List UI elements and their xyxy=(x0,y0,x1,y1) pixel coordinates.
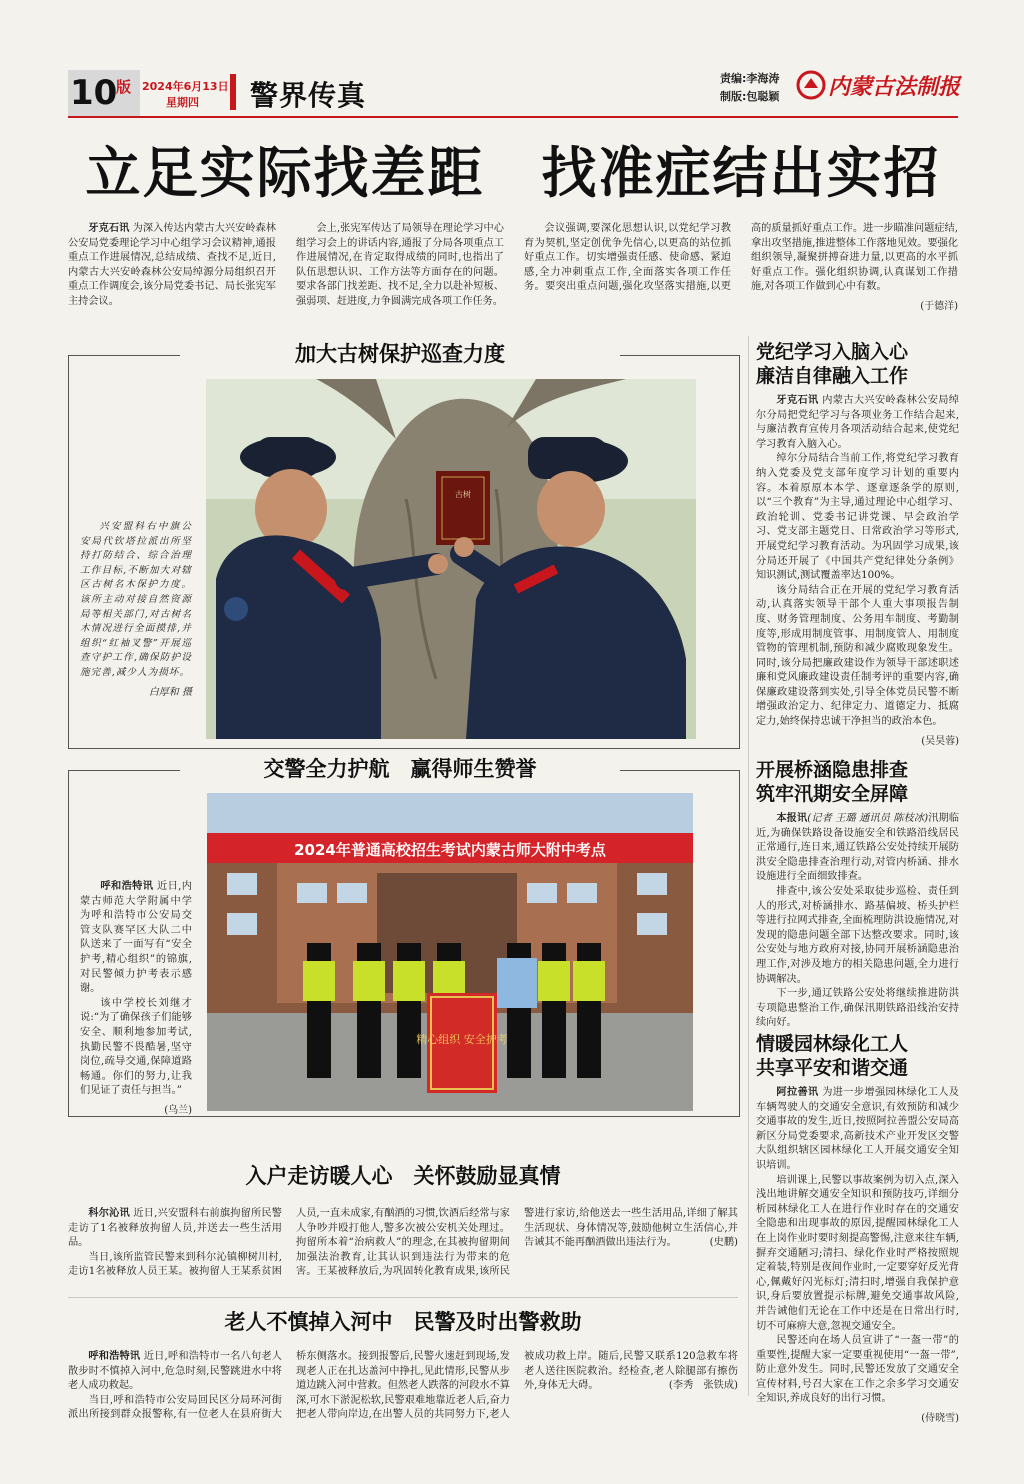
main-headline: 立足实际找差距 找准症结出实招 xyxy=(85,140,941,205)
party-story-title-1: 党纪学习入脑入心 xyxy=(756,341,909,363)
bridge-story-title-1: 开展桥涵隐患排查 xyxy=(756,759,909,781)
designer-credit: 制版:包聪颖 xyxy=(720,90,780,103)
issue-date: 2024年6月13日 xyxy=(142,80,229,93)
tree-caption: 兴安盟科右中旗公安局代钦塔拉派出所坚持打防结合、综合治理工作目标,不断加大对辖区古树名木保护力度。该所主动对接自然资源局等相关部门,对古树名木情况进行全面摸排,并组织“红袖叉警”开展巡查守护工作,确保防护设施完善,减少人为损坏。 白厚和 摄 xyxy=(80,521,192,698)
exam-banner-text: 2024年普通高校招生考试内蒙古师大附中考点 xyxy=(294,841,606,859)
traffic-story-text: 呼和浩特讯 近日,内蒙古师范大学附属中学为呼和浩特市公安局交管支队赛罕区大队二中队送来了一面写有“安全护考,精心组织”的锦旗,对民警倾力护考表示感谢。 该中学校长刘继才说:“为了确保孩子们能够安全、顺利地参加考试,执勤民警不畏酷暑,坚守岗位,疏导交通,保障道路畅通。你们的努力,让我们见证了责任与担当。” (乌兰) xyxy=(80,881,192,1116)
tree-story-title: 加大古树保护巡查力度 xyxy=(180,340,620,368)
garden-story-title-1: 情暖园林绿化工人 xyxy=(756,1033,909,1055)
page-ban: 版 xyxy=(116,78,132,96)
section-title: 警界传真 xyxy=(250,79,367,112)
tree-photo-credit: 白厚和 摄 xyxy=(148,686,192,698)
bridge-story-title-2: 筑牢汛期安全屏障 xyxy=(756,783,909,805)
party-credit: (吴昊蓉) xyxy=(921,735,959,747)
issue-weekday: 星期四 xyxy=(166,96,199,109)
rescue-story-text: 呼和浩特讯 近日,呼和浩特市一名八旬老人散步时不慎掉入河中,危急时刻,民警跳进水中将老人成功救起。 当日,呼和浩特市公安局回民区分局环河街派出所接到群众报警称,有一位老人在县府街大桥东侧落水。接到报警后,民警火速赶到现场,发现老人正在扎达盖河中挣扎,见此情形,民警从步道边跳入河中营救。但然老人跌落的河段水不算深,可水下淤泥松软,民警艰难地靠近老人后,奋力把老人带向岸边,在出警人员的共同努力下,老人被成功救上岸。随后,民警又联系120急救车将老人送往医院救治。经检查,老人除腿部有擦伤外,身体无大碍。 (李秀 张铁成) xyxy=(68,1351,738,1421)
main-story-col3: 会议强调,要深化思想认识,以党纪学习教育为契机,坚定创优争先信心,以更高的站位抓好重点工作。切实增强责任感、使命感、紧迫感,全力冲刺重点工作,全面落实各项工作任务。要突出重点问题,强化攻坚落实措施,以更高的质量抓好重点工作。进一步瞄准问题症结,拿出攻坚措施,推进整体工作落地见效。要强化组织领导,凝聚拼搏奋进力量,以更高的水平抓好重点工作。强化组织协调,认真谋划工作措施,对各项工作做到心中有数。 (于德洋) xyxy=(524,223,958,312)
rescue-story-title: 老人不慎掉入河中 民警及时出警救助 xyxy=(224,1309,582,1334)
party-story-title-2: 廉洁自律融入工作 xyxy=(756,365,909,387)
main-story-col2: 会上,张宪军传达了局领导在理论学习中心组学习会上的讲话内容,通报了分局各项重点工作进展情况,在肯定取得成绩的同时,也指出了队伍思想认识、工作方法等方面存在的问题。要求各部门找差距、找不足,全力以赴补短板、强弱项、赶进度,力争圆满完成各项工作任务。 xyxy=(296,223,504,307)
editor-credit: 责编:李海涛 xyxy=(720,72,780,85)
traffic-story-title: 交警全力护航 赢得师生赞誉 xyxy=(180,755,620,783)
bridge-story: 开展桥涵隐患排查 筑牢汛期安全屏障 本报讯(记者 王璐 通讯员 陈枝冰)汛期临近,为确保铁路设备设施安全和铁路沿线居民正常通行,连日来,通辽铁路公安处持续开展防洪安全隐患排查治理行动,对管内桥涵、排水设施进行全面细致排查。 排查中,该公安处采取徒步巡检、责任到人的形式,对桥涵排水、路基偏坡、桥头护栏等进行拉网式排查,全面梳理防洪设施情况,对发现的隐患问题全部下达整改要求。同时,该公安处与地方政府对接,协同开展桥涵隐患治理工作,对涉及地方的相关隐患问题,全力进行协调解决。 下一步,通辽铁路公安处将继续推进防洪专项隐患整治工作,确保汛期铁路沿线治安持续向好。 xyxy=(756,759,960,1029)
main-story-credit: (于德洋) xyxy=(920,300,958,312)
main-story-col1: 牙克石讯 为深入传达内蒙古大兴安岭森林公安局党委理论学习中心组学习会议精神,通报重点工作进展情况,总结成绩、查找不足,近日,内蒙古大兴安岭森林公安局绰源分局组织召开重点工作调度会,该分局党委书记、局长张宪军主持会议。 xyxy=(68,223,276,307)
plaque-text: 古树 xyxy=(455,490,471,499)
rescue-credit: (李秀 张铁成) xyxy=(668,1380,738,1392)
paper-logo-icon xyxy=(796,70,826,100)
party-story: 党纪学习入脑入心 廉洁自律融入工作 牙克石讯 内蒙古大兴安岭森林公安局绰尔分局把党纪学习与各项业务工作结合起来,与廉洁教育宣传月各项活动结合起来,使党纪学习教育入脑入心。 绰尔分局结合当前工作,将党纪学习教育纳入党委及党支部年度学习计划的重要内容。本着原原本本学、逐章逐条学的原则,以“三个教育”为主导,通过理论中心组学习、政治轮训、党委书记讲党课、早会政治学习、党支部主题党日、日常政治学习等形式,开展党纪学习教育活动。为巩固学习成果,该分局还开展了《中国共产党纪律处分条例》知识测试,测试覆盖率达100%。 该分局结合正在开展的党纪学习教育活动,认真落实领导干部个人重大事项报告制度、财务管理制度、公务用车制度、考勤制度等,形成用制度管事、用制度管人、用制度管物的管理机制,预防和减少腐败现象发生。同时,该分局把廉政建设作为领导干部述职述廉和党风廉政建设责任制考评的重要内容,确保廉政建设落到实处,引导全体党员民警不断增强政治定力、纪律定力、道德定力、抵腐定力,始终保持忠诚干净担当的政治本色。 (吴昊蓉) xyxy=(756,341,959,747)
pennant-text: 精心组织 安全护考 xyxy=(416,1033,508,1046)
rescue-divider xyxy=(68,1297,738,1298)
section-bar xyxy=(230,74,236,110)
traffic-photo xyxy=(207,793,693,1111)
visit-story-text: 科尔沁讯 近日,兴安盟科右前旗拘留所民警走访了1名被释放拘留人员,并送去一些生活用品。 当日,该所监管民警来到科尔沁镇柳树川村,走访1名被释放人员王某。被拘留人王某系贫困人员,一直未成家,有酗酒的习惯,饮酒后经常与家人争吵并殴打他人,警多次被公安机关处理过。拘留所本着“治病救人”的理念,在其被拘留期间加强法治教育,让其认识到违法行为带来的危害。王某被释放后,为巩固转化教育成果,该所民警进行家访,给他送去一些生活用品,详细了解其生活现状、身体情况等,鼓励他树立生活信心,并告诫其不能再酗酒做出违法行为。 (史鹏) xyxy=(68,1208,738,1278)
traffic-credit: (乌兰) xyxy=(164,1104,192,1116)
visit-credit: (史鹏) xyxy=(709,1237,738,1249)
page-number: 10 xyxy=(70,73,118,113)
bridge-byline: (记者 王璐 通讯员 陈枝冰) xyxy=(807,813,929,824)
header-rule xyxy=(68,116,958,118)
main-story-lead: 牙克石讯 xyxy=(88,223,130,234)
right-column-divider xyxy=(748,336,749,1396)
paper-name: 内蒙古法制报 xyxy=(828,74,961,100)
visit-story-title: 入户走访暖人心 关怀鼓励显真情 xyxy=(245,1163,561,1188)
garden-story: 情暖园林绿化工人 共享平安和谐交通 阿拉善讯 为进一步增强园林绿化工人及车辆驾驶人的交通安全意识,有效预防和减少交通事故的发生,近日,按照阿拉善盟公安局高新区分局党委要求,高新技术产业开发区交警大队组织辖区园林绿化工人开展交通安全知识培训。 培训课上,民警以事故案例为切入点,深入浅出地讲解交通安全知识和预防技巧,详细分析园林绿化工人在进行作业时存在的交通安全隐患和出现事故的原因,提醒园林绿化工人在上岗作业时要时刻提高警惕,注意来往车辆,摒弃交通陋习;清扫、绿化作业时严格按照规定着装,特别是夜间作业时,一定要穿好反光背心,佩戴好闪光标灯;清扫时,增强自我保护意识,身后要放置提示标牌,避免交通事故风险,并告诫他们无论在工作中还是在日常出行时,切不可麻痹大意,忽视交通安全。 民警还向在场人员宣讲了“一盔一带”的重要性,提醒大家一定要重视使用“一盔一带”,防止意外发生。同时,民警还发放了交通安全宣传材料,号召大家在工作之余多学习交通安全知识,养成良好的出行习惯。 (侍晓雪) xyxy=(756,1033,959,1425)
garden-story-title-2: 共享平安和谐交通 xyxy=(756,1057,909,1079)
tree-photo xyxy=(206,379,696,739)
garden-credit: (侍晓雪) xyxy=(921,1413,959,1425)
